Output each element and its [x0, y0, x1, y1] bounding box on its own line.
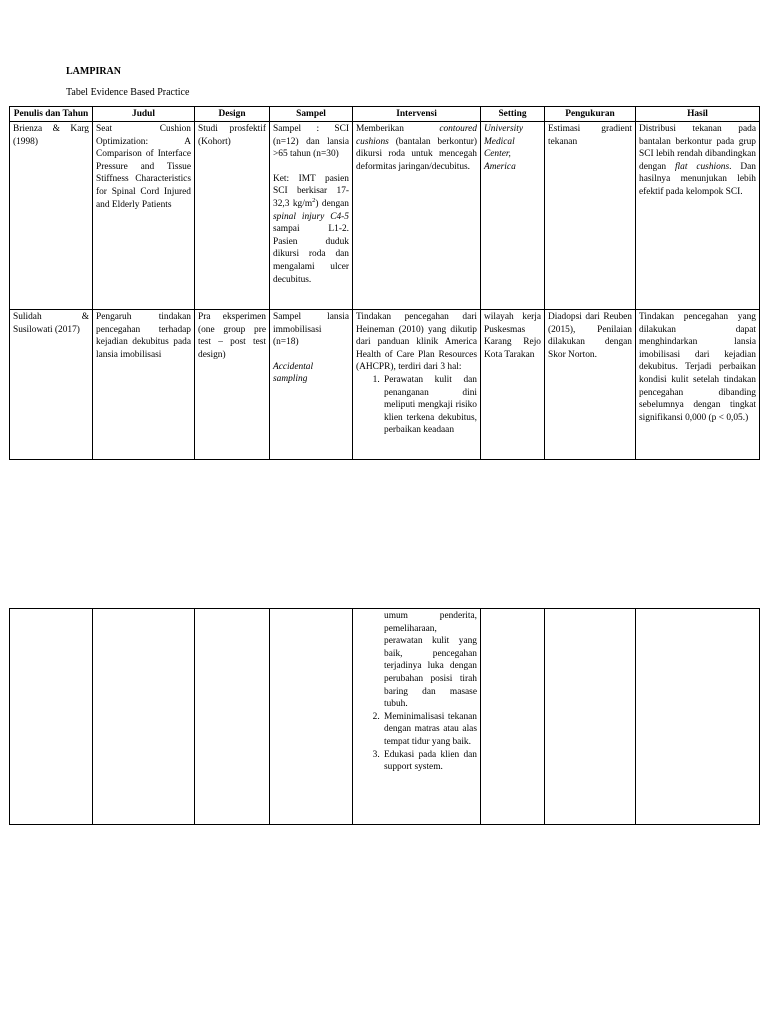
table-row [10, 609, 760, 825]
cell-sampel [270, 310, 353, 460]
list-item: 1. Perawatan kulit dan penanganan dini meliputi mengkaji risiko klien terkena dekubitus, perbaikan keadaan [382, 374, 477, 437]
cell-empty [481, 609, 545, 825]
sampel-note-end: sampai L1-2. Pasien duduk dikursi roda dan mengalami ulcer decubitus. [273, 224, 349, 285]
sampel-italic: Accidental sampling [273, 361, 314, 385]
table-header-row [10, 107, 760, 122]
intervensi-text-cont: (bantalan berkontur) dikursi roda untuk mencegah deformitas jaringan/decubitus. [356, 136, 478, 172]
spacer [273, 161, 349, 173]
cell-hasil: Tindakan pencegahan yang dilakukan dapat menghindarkan lansia imobilisasi dari kejadian dekubitus. Terjadi perbaikan kondisi kulit setelah tindakan pencegahan dibanding sebelumnya dengan tingkat signifikansi 0,000 (p < 0,05.) [636, 310, 760, 460]
list-item-continued: umum penderita, pemeliharaan, perawatan kulit yang baik, pencegahan terjadinya luka dengan perubahan posisi tirah baring dan masase tubuh. [384, 611, 477, 710]
table-row [10, 310, 760, 460]
header-penulis: Penulis dan Tahun [10, 107, 93, 122]
evidence-table-continued [9, 608, 760, 825]
cell-pengukuran: Estimasi gradient tekanan [545, 122, 636, 310]
cell-design: Studi prosfektif (Kohort) [195, 122, 270, 310]
cell-empty [195, 609, 270, 825]
hasil-text: Distribusi tekanan pada bantalan berkontur pada grup SCI lebih rendah dibandingkan dengan [639, 124, 756, 172]
cell-penulis: Sulidah & Susilowati (2017) [10, 310, 93, 460]
sampel-text: Sampel lansia immobilisasi (n=18) [273, 312, 349, 348]
evidence-table [9, 106, 760, 460]
cell-empty [636, 609, 760, 825]
cell-intervensi [353, 122, 481, 310]
hasil-text-cont: . Dan hasilnya menunjukan lebih efektif pada kelompok SCI. [639, 161, 756, 197]
cell-setting: University Medical Center, America [481, 122, 545, 310]
header-design: Design [195, 107, 270, 122]
cell-sampel [270, 122, 353, 310]
table-caption: Tabel Evidence Based Practice [66, 87, 190, 98]
cell-pengukuran: Diadopsi dari Reuben (2015), Penilaian dilakukan dengan Skor Norton. [545, 310, 636, 460]
list-item: 2. Meminimalisasi tekanan dengan matras atau alas tempat tidur yang baik. [382, 711, 477, 749]
cell-judul: Seat Cushion Optimization: A Comparison of Interface Pressure and Tissue Stiffness Characteristics for Spinal Cord Injured and Elderly Patients [93, 122, 195, 310]
intervensi-list [356, 374, 477, 437]
intervensi-intro: Tindakan pencegahan dari Heineman (2010) yang dikutip dari panduan klinik America Health of Care Plan Resources (AHCPR), terdiri dari 3 hal: [356, 312, 477, 373]
page-heading: LAMPIRAN [66, 66, 121, 77]
sampel-text: Sampel : SCI (n=12) dan lansia >65 tahun (n=30) [273, 124, 349, 160]
cell-intervensi [353, 310, 481, 460]
header-setting: Setting [481, 107, 545, 122]
cell-empty [93, 609, 195, 825]
sampel-note-cont: ) dengan [315, 198, 349, 209]
cell-empty [545, 609, 636, 825]
cell-judul: Pengaruh tindakan pencegahan terhadap kejadian dekubitus pada lansia imobilisasi [93, 310, 195, 460]
hasil-italic: flat cushions [674, 161, 730, 172]
header-hasil: Hasil [636, 107, 760, 122]
cell-setting: wilayah kerja Puskesmas Karang Rejo Kota Tarakan [481, 310, 545, 460]
cell-intervensi [353, 609, 481, 825]
cell-empty [270, 609, 353, 825]
header-intervensi: Intervensi [353, 107, 481, 122]
cell-penulis: Brienza & Karg (1998) [10, 122, 93, 310]
header-pengukuran: Pengukuran [545, 107, 636, 122]
cell-design: Pra eksperimen (one group pre test – post test design) [195, 310, 270, 460]
header-sampel: Sampel [270, 107, 353, 122]
table-row [10, 122, 760, 310]
header-judul: Judul [93, 107, 195, 122]
intervensi-italic: contoured cushions [356, 124, 477, 147]
list-item: 3. Edukasi pada klien dan support system. [382, 749, 477, 774]
superscript: 2 [312, 196, 316, 204]
cell-hasil [636, 122, 760, 310]
cell-empty [10, 609, 93, 825]
sampel-note: Ket: IMT pasien SCI berkisar 17-32,3 kg/m [273, 173, 349, 209]
sampel-note-italic: spinal injury C4-5 [273, 211, 349, 222]
intervensi-text: Memberikan [356, 124, 404, 134]
spacer [273, 349, 349, 361]
intervensi-list [356, 711, 477, 774]
